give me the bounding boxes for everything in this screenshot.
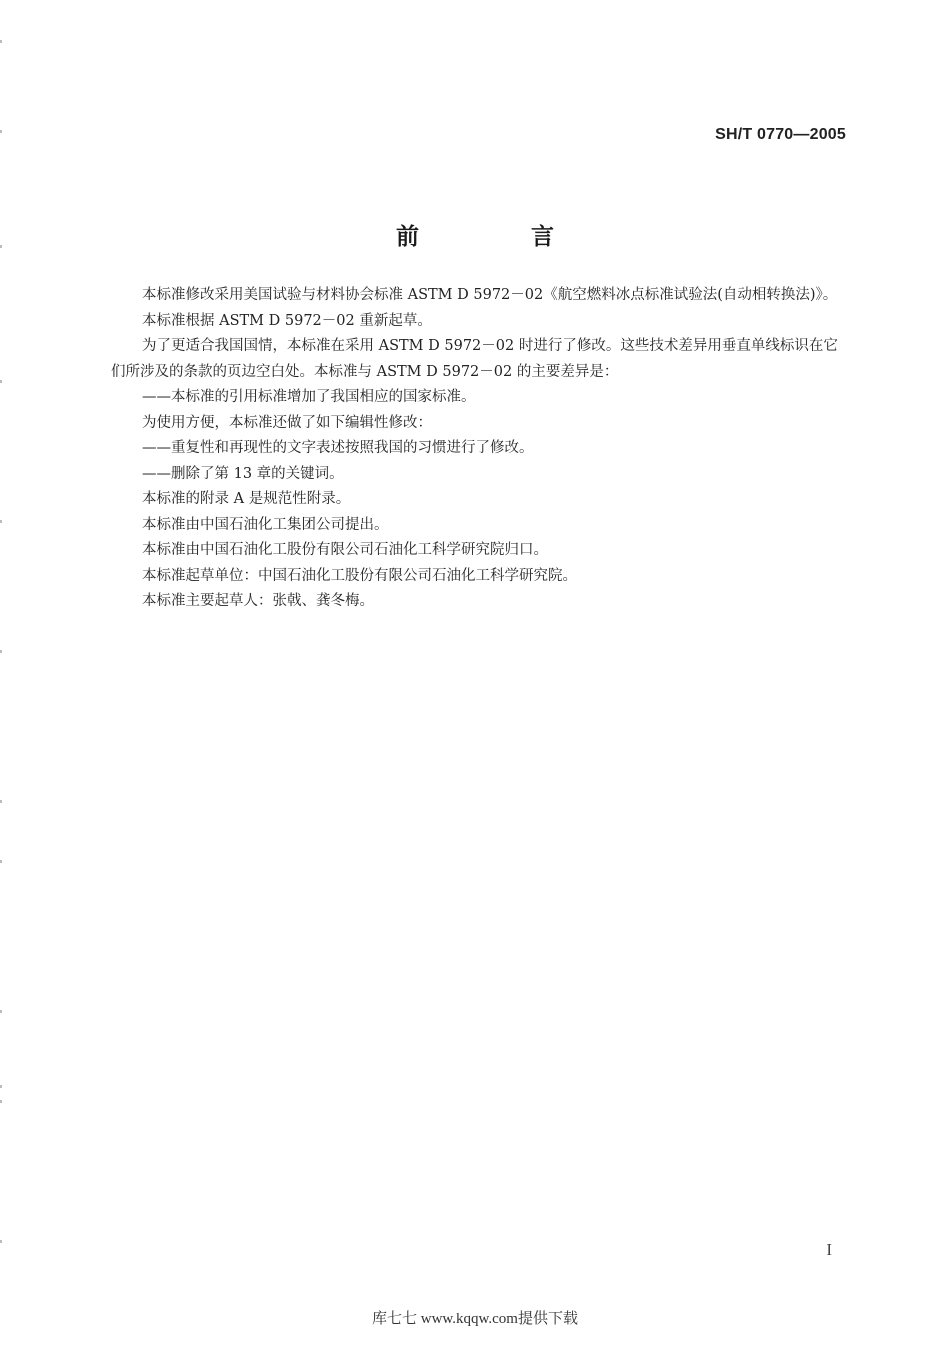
page-title: 前 言 [395, 224, 606, 250]
footer-source: 库七七 www.kqqw.com提供下载 [372, 1311, 578, 1327]
paragraph: ——重复性和再现性的文字表述按照我国的习惯进行了修改。 [142, 440, 534, 456]
paragraph: 本标准起草单位：中国石油化工股份有限公司石油化工科学研究院。 [142, 567, 577, 584]
paragraph: 本标准主要起草人：张戟、龚冬梅。 [142, 593, 374, 609]
paragraph: 本标准根据 ASTM D 5972－02 重新起草。 [142, 312, 432, 329]
foreword-body [111, 283, 851, 615]
paragraph: ——删除了第 13 章的关键词。 [142, 465, 344, 482]
paragraph: 本标准由中国石油化工股份有限公司石油化工科学研究院归口。 [142, 542, 548, 558]
paragraph: 本标准的附录 A 是规范性附录。 [142, 491, 351, 507]
standard-code: SH/T 0770—2005 [715, 126, 846, 143]
paragraph: 为了更适合我国国情，本标准在采用 ASTM D 5972－02 时进行了修改。这些技术差异用垂直单线标识在它们所涉及的条款的页边空白处。本标准与 ASTM D 5972－02 的主要差异是： [111, 338, 838, 380]
page-number: I [826, 1240, 832, 1259]
paragraph: 本标准修改采用美国试验与材料协会标准 ASTM D 5972－02《航空燃料冰点标准试验法(自动相转换法)》。 [142, 287, 838, 303]
paragraph: ——本标准的引用标准增加了我国相应的国家标准。 [142, 389, 476, 405]
paragraph: 为使用方便，本标准还做了如下编辑性修改： [142, 414, 432, 431]
scan-edge-marks [0, 0, 4, 1345]
paragraph: 本标准由中国石油化工集团公司提出。 [142, 516, 389, 533]
